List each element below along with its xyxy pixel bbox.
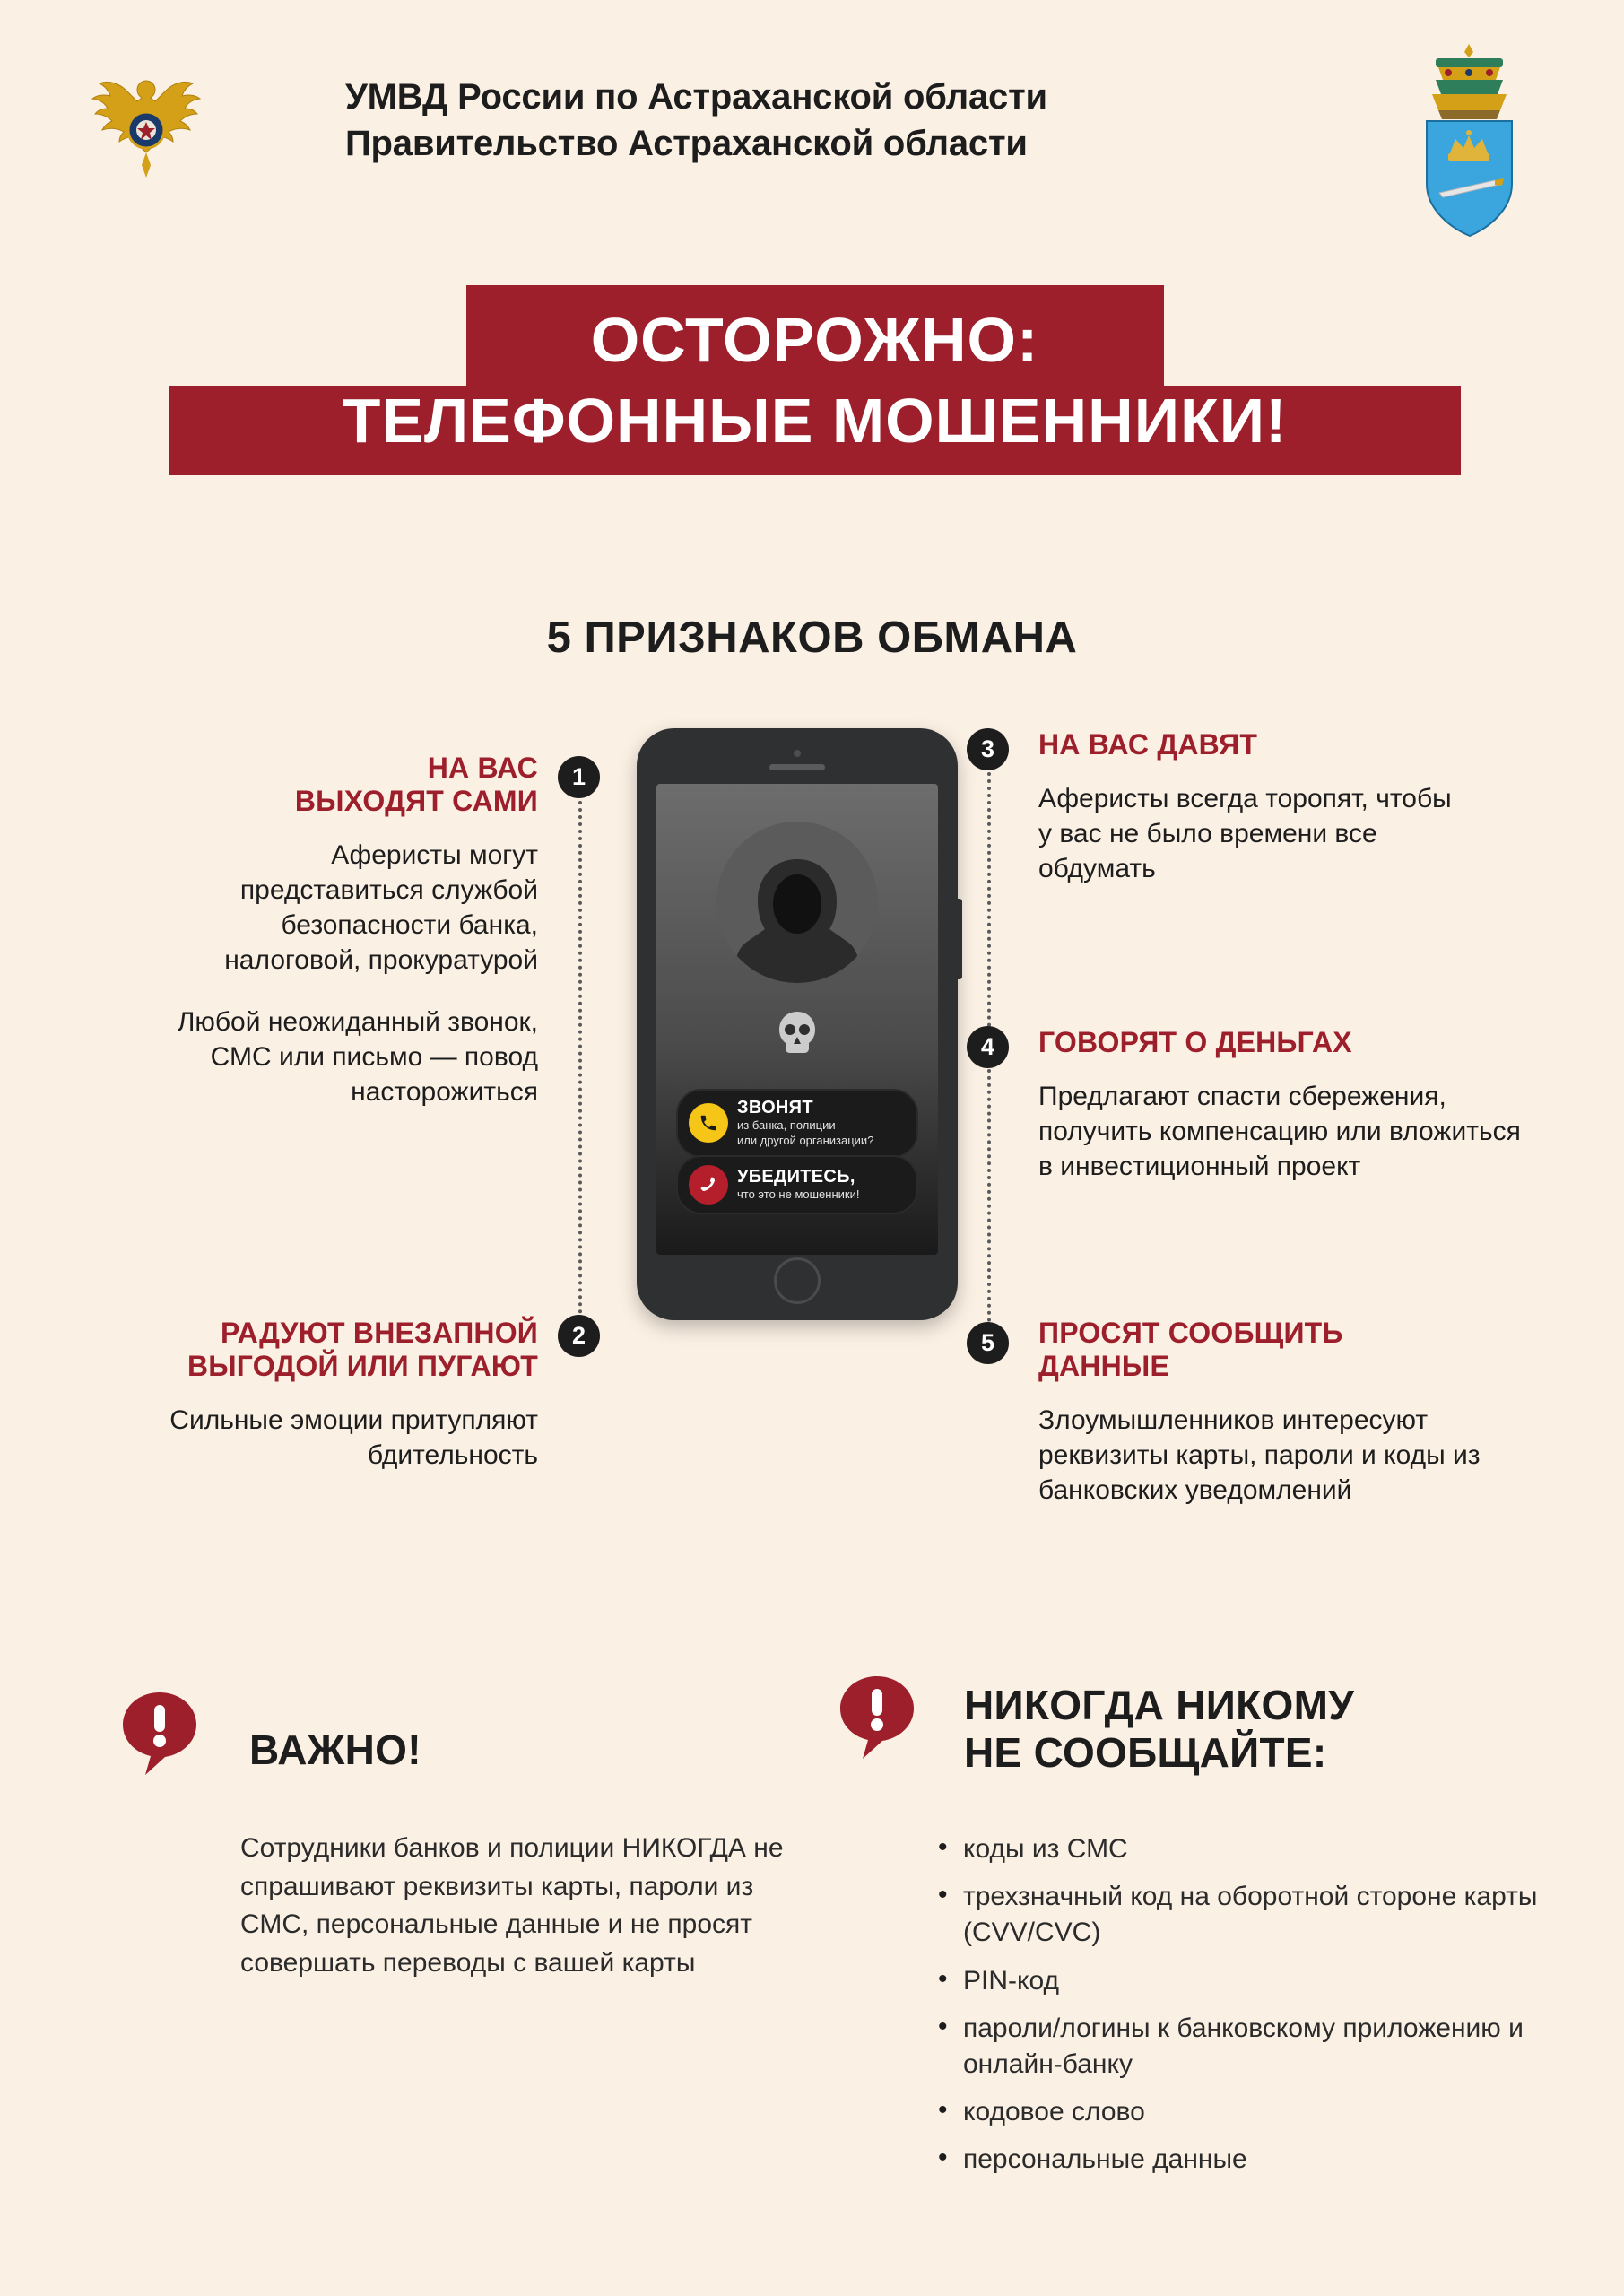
- list-item: • пароли/логины к банковскому приложению и онлайн-банку: [933, 2011, 1560, 2083]
- sign-1-title-line-2: ВЫХОДЯТ САМИ: [294, 785, 538, 818]
- important-heading: ВАЖНО!: [249, 1726, 421, 1773]
- list-item: • коды из СМС: [933, 1831, 1560, 1867]
- sign-1-body-2: Любой неожиданный звонок, СМС или письмо — повод насторожиться: [177, 1007, 538, 1108]
- sign-2-title-line-1: РАДУЮТ ВНЕЗАПНОЙ: [220, 1317, 538, 1349]
- call-incoming-sub-2: или другой организации?: [737, 1133, 874, 1147]
- list-item: • персональные данные: [933, 2142, 1560, 2178]
- sign-block-2: [126, 1317, 538, 1473]
- sign-number-3: 3: [967, 728, 1009, 770]
- connector-line-left: [578, 801, 582, 1314]
- phone-screen: [656, 784, 938, 1255]
- header-organization-text: [345, 74, 1047, 167]
- poster-header: [0, 36, 1624, 215]
- list-item: • PIN-код: [933, 1963, 1560, 1999]
- sign-1-body-1: Аферисты могут представиться службой безопасности банка, налоговой, прокуратурой: [224, 840, 538, 976]
- phone-hangup-icon: [689, 1165, 728, 1205]
- connector-line-right-upper: [987, 772, 991, 1027]
- connector-line-right-lower: [987, 1069, 991, 1322]
- sign-4-body-1: Предлагают спасти сбережения, получить компенсацию или вложиться в инвестиционный проект: [1038, 1082, 1521, 1182]
- scammer-avatar: [716, 822, 878, 983]
- sign-number-5: 5: [967, 1322, 1009, 1364]
- sign-2-title: [126, 1317, 538, 1383]
- sign-number-2: 2: [558, 1315, 600, 1357]
- sign-4-title: [1038, 1026, 1541, 1059]
- list-item: • трехзначный код на оборотной стороне карты (CVV/CVC): [933, 1879, 1560, 1951]
- sign-block-4: [1038, 1026, 1541, 1184]
- sign-3-title-line-1: НА ВАС ДАВЯТ: [1038, 728, 1258, 761]
- never-heading-line-2: НЕ СООБЩАЙТЕ:: [964, 1728, 1327, 1776]
- phone-speaker-icon: [769, 764, 825, 770]
- sign-1-title-line-1: НА ВАС: [427, 752, 538, 784]
- sign-block-5: [1038, 1317, 1559, 1508]
- sign-number-4: 4: [967, 1026, 1009, 1068]
- never-heading-line-1: НИКОГДА НИКОМУ: [964, 1682, 1355, 1728]
- sign-4-title-line-1: ГОВОРЯТ О ДЕНЬГАХ: [1038, 1026, 1352, 1058]
- call-verify-title: УБЕДИТЕСЬ,: [737, 1167, 855, 1187]
- list-item: • кодовое слово: [933, 2094, 1560, 2130]
- sign-3-body-1: Аферисты всегда торопят, чтобы у вас не было времени все обдумать: [1038, 784, 1452, 884]
- phone-camera-icon: [794, 750, 801, 757]
- mvd-eagle-emblem-icon: [70, 63, 222, 188]
- sign-number-1: 1: [558, 756, 600, 798]
- section-title: 5 ПРИЗНАКОВ ОБМАНА: [546, 613, 1078, 662]
- header-line-1: УМВД России по Астраханской области: [345, 77, 1047, 117]
- exclamation-badge-never-icon: [838, 1674, 916, 1761]
- sign-5-title-line-1: ПРОСЯТ СООБЩИТЬ: [1038, 1317, 1343, 1349]
- call-incoming-title: ЗВОНЯТ: [737, 1098, 813, 1118]
- banner-line-2: ТЕЛЕФОННЫЕ МОШЕННИКИ!: [169, 386, 1461, 475]
- sign-5-body-1: Злоумышленников интересуют реквизиты карты, пароли и коды из банковских уведомлений: [1038, 1405, 1481, 1506]
- sign-3-title: [1038, 728, 1469, 761]
- sign-1-title: [143, 752, 538, 818]
- call-verify-row: [676, 1155, 918, 1214]
- sign-2-body-1: Сильные эмоции притупляют бдительность: [169, 1405, 538, 1471]
- phone-call-icon: [689, 1103, 728, 1143]
- sign-2-title-line-2: ВЫГОДОЙ ИЛИ ПУГАЮТ: [187, 1350, 538, 1383]
- exclamation-badge-important-icon: [121, 1691, 198, 1777]
- sign-block-3: [1038, 728, 1469, 886]
- banner-line-1: ОСТОРОЖНО:: [466, 285, 1164, 386]
- phone-illustration: [637, 728, 958, 1320]
- title-banner: [169, 285, 1461, 475]
- sign-block-1: [143, 752, 538, 1109]
- phone-home-button: [774, 1257, 821, 1304]
- skull-icon: [777, 1010, 818, 1057]
- astrakhan-coat-of-arms-icon: [1409, 40, 1530, 238]
- sign-5-title-line-2: ДАННЫЕ: [1038, 1350, 1169, 1383]
- important-body-text: Сотрудники банков и полиции НИКОГДА не спрашивают реквизиты карты, пароли из СМС, персональные данные и не просят совершать переводы с вашей карты: [240, 1833, 784, 1978]
- never-heading: [964, 1682, 1354, 1777]
- call-verify-sub-1: что это не мошенники!: [737, 1187, 860, 1202]
- call-incoming-row: [676, 1089, 918, 1158]
- sign-5-title: [1038, 1317, 1559, 1383]
- hooded-figure-icon: [730, 848, 864, 983]
- header-line-2: Правительство Астраханской области: [345, 124, 1028, 163]
- call-incoming-sub-1: из банка, полиции: [737, 1118, 836, 1132]
- never-tell-list: [933, 1831, 1560, 2190]
